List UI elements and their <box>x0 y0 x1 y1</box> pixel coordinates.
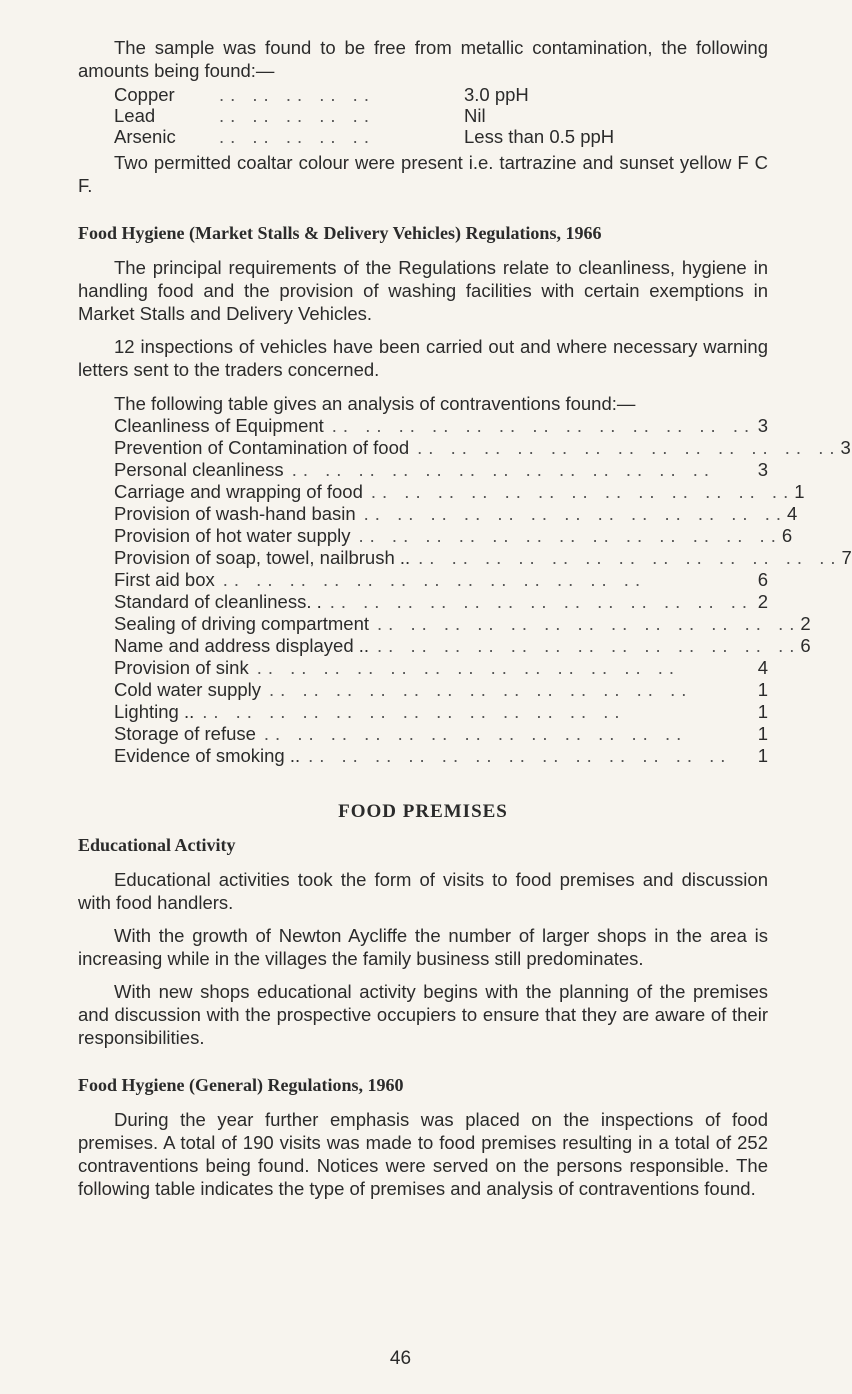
contravention-label: Evidence of smoking .. <box>114 745 301 766</box>
contravention-row <box>114 569 768 591</box>
contravention-label: Provision of hot water supply <box>114 525 351 546</box>
contravention-row <box>114 437 851 459</box>
contravention-label: Lighting .. <box>114 701 195 722</box>
leader-dots: .. .. .. .. .. .. .. .. .. .. .. .. .. <box>263 723 688 744</box>
contravention-label: Storage of refuse <box>114 723 256 744</box>
leader-dots: .. .. .. .. .. <box>219 105 375 126</box>
metal-name: Copper <box>114 84 175 105</box>
metal-row-lead <box>114 105 768 126</box>
contravention-row <box>114 613 811 635</box>
contravention-label: Standard of cleanliness. . <box>114 591 322 612</box>
leader-dots: .. .. .. .. .. <box>219 126 375 147</box>
metal-value: 3.0 ppH <box>464 84 529 105</box>
market-paragraph-2: 12 inspections of vehicles have been carried out and where necessary warning letters sent to the traders concerned. <box>78 336 768 380</box>
contravention-count: 1 <box>757 723 768 744</box>
contravention-count: 6 <box>757 569 768 590</box>
food-premises-title: FOOD PREMISES <box>338 801 508 822</box>
contravention-label: Sealing of driving compartment <box>114 613 370 634</box>
leader-dots: .. .. .. .. .. .. .. .. .. .. .. .. .. <box>358 525 782 546</box>
contravention-row <box>114 591 768 613</box>
page-number: 46 <box>389 1348 412 1369</box>
general-regulations-heading: Food Hygiene (General) Regulations, 1960 <box>78 1075 404 1095</box>
contravention-label: Prevention of Contamination of food <box>114 437 410 458</box>
contravention-label: Name and address displayed .. <box>114 635 370 656</box>
contravention-count: 3 <box>840 437 851 458</box>
metal-row-copper <box>114 84 768 105</box>
contravention-count: 3 <box>757 459 768 480</box>
contravention-count: 6 <box>781 525 793 546</box>
contravention-row <box>114 723 768 745</box>
metal-value: Nil <box>464 105 486 126</box>
leader-dots: .. .. .. .. .. <box>219 84 375 105</box>
contravention-count: 2 <box>757 591 768 612</box>
contravention-row <box>114 547 852 569</box>
contravention-count: 1 <box>794 481 805 502</box>
contravention-label: Cold water supply <box>114 679 262 700</box>
intro-paragraph: The sample was found to be free from metallic contamination, the following amounts being found:— <box>78 37 768 81</box>
contravention-count: 3 <box>757 415 768 436</box>
general-regulations-paragraph: During the year further emphasis was placed on the inspections of food premises. A total of 190 visits was made to food premises resulting in a total of 252 contraventions being found. Notices were served on the persons responsible. The following table indicates the type of premises and analysis of contraventions found. <box>78 1109 768 1199</box>
leader-dots: .. .. .. .. .. .. .. .. .. .. .. .. .. <box>256 657 681 678</box>
market-paragraph-1: The principal requirements of the Regulations relate to cleanliness, hygiene in handling food and the provision of washing facilities with certain exemptions in Market Stalls and Delivery Vehicles. <box>78 257 768 324</box>
contravention-row <box>114 415 768 437</box>
contravention-row <box>114 679 768 701</box>
contravention-count: 1 <box>757 745 768 766</box>
contravention-label: Carriage and wrapping of food <box>114 481 363 502</box>
leader-dots: .. .. .. .. .. .. .. .. .. .. .. .. .. <box>202 701 626 722</box>
leader-dots: .. .. .. .. .. .. .. .. .. .. .. .. .. <box>222 569 647 590</box>
leader-dots: .. .. .. .. .. .. .. .. .. .. .. .. .. <box>329 591 754 612</box>
contravention-row <box>114 635 811 657</box>
leader-dots: .. .. .. .. .. .. .. .. .. .. .. .. .. <box>308 745 732 766</box>
contravention-label: Provision of soap, towel, nailbrush .. <box>114 547 411 568</box>
contravention-row <box>114 503 798 525</box>
leader-dots: .. .. .. .. .. .. .. .. .. .. .. .. .. <box>370 481 795 502</box>
contravention-label: First aid box <box>114 569 215 590</box>
metal-name: Arsenic <box>114 126 176 147</box>
educational-heading: Educational Activity <box>78 835 236 855</box>
leader-dots: .. .. .. .. .. .. .. .. .. .. .. .. .. <box>417 437 841 458</box>
contravention-row <box>114 745 768 767</box>
educational-paragraph-2: With the growth of Newton Aycliffe the number of larger shops in the area is increasing while in the villages the family business still predominates. <box>78 925 768 969</box>
contravention-label: Provision of sink <box>114 657 249 678</box>
leader-dots: .. .. .. .. .. .. .. .. .. .. .. .. .. <box>377 613 801 634</box>
leader-dots: .. .. .. .. .. .. .. .. .. .. .. .. .. <box>269 679 693 700</box>
contravention-label: Provision of wash-hand basin <box>114 503 356 524</box>
contravention-label: Cleanliness of Equipment <box>114 415 324 436</box>
leader-dots: .. .. .. .. .. .. .. .. .. .. .. .. .. <box>363 503 787 524</box>
metal-name: Lead <box>114 105 156 126</box>
contravention-label: Personal cleanliness <box>114 459 284 480</box>
educational-paragraph-3: With new shops educational activity begins with the planning of the premises and discussion with the prospective occupiers to ensure that they are aware of their responsibilities. <box>78 981 768 1048</box>
market-heading: Food Hygiene (Market Stalls & Delivery Vehicles) Regulations, 1966 <box>78 223 602 243</box>
contravention-row <box>114 459 768 481</box>
document-page <box>78 36 852 1200</box>
contravention-row <box>114 481 805 503</box>
leader-dots: .. .. .. .. .. .. .. .. .. .. .. .. .. <box>291 459 716 480</box>
metal-row-arsenic <box>114 126 768 147</box>
contravention-row <box>114 701 768 723</box>
contraventions-table <box>78 415 852 767</box>
contravention-row <box>114 657 768 679</box>
contravention-count: 7 <box>841 547 852 568</box>
contraventions-intro: The following table gives an analysis of contraventions found:— <box>114 393 636 414</box>
contravention-count: 6 <box>800 635 811 656</box>
contravention-count: 4 <box>787 503 798 524</box>
metal-results <box>78 84 768 147</box>
leader-dots: .. .. .. .. .. .. .. .. .. .. .. .. .. <box>331 415 756 436</box>
educational-paragraph-1: Educational activities took the form of visits to food premises and discussion with food handlers. <box>78 869 768 913</box>
leader-dots: .. .. .. .. .. .. .. .. .. .. .. .. .. <box>418 547 842 568</box>
contravention-count: 2 <box>800 613 811 634</box>
colour-paragraph: Two permitted coaltar colour were present i.e. tartrazine and sunset yellow F C F. <box>78 152 768 196</box>
metal-value: Less than 0.5 ppH <box>464 126 615 147</box>
contravention-count: 4 <box>757 657 768 678</box>
leader-dots: .. .. .. .. .. .. .. .. .. .. .. .. .. <box>377 635 801 656</box>
contravention-count: 1 <box>757 701 768 722</box>
contravention-count: 1 <box>757 679 768 700</box>
contravention-row <box>114 525 793 547</box>
